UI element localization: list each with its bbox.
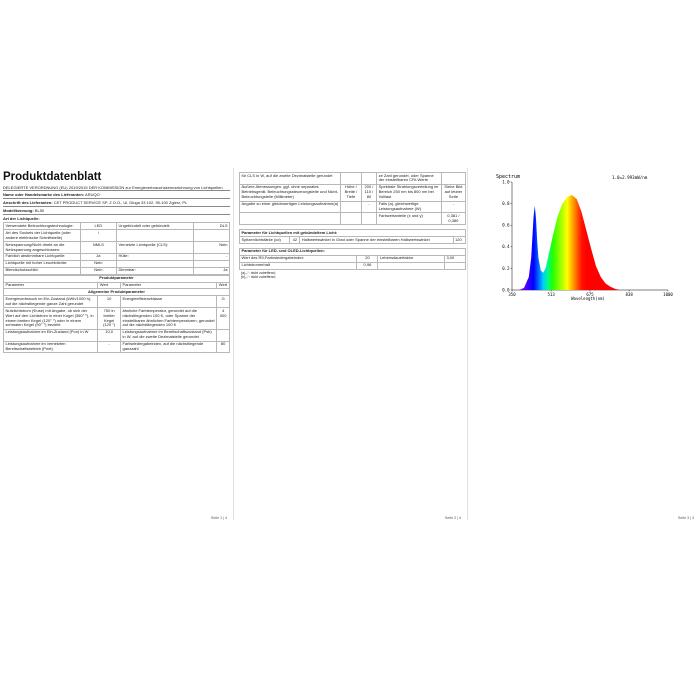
page-1 <box>0 168 233 520</box>
table-cell: Hülle: <box>116 253 193 260</box>
x-tick-label: 1000 <box>663 292 673 297</box>
x-tick-label: 675 <box>586 292 594 297</box>
table-cell: 120 <box>453 237 465 244</box>
table-cell: Äußere Abmessungen, ggf. ohne separates Betriebsgerät, Beleuchtungssteuerungsteile und Nicht-Beleuchtungsteile (Millimeter) <box>240 184 341 201</box>
table-cell: Lichtquelle mit hoher Leuchtdichte: <box>4 260 81 267</box>
table-row <box>4 329 230 341</box>
column-header: Parameter <box>121 282 217 289</box>
table-row <box>4 230 230 242</box>
table-cell: 0,381 / 0,380 <box>441 213 465 225</box>
table-cell: Blendschutzschild: <box>4 267 81 274</box>
table-cell <box>217 329 230 341</box>
table-cell <box>193 230 229 242</box>
address-line: Anschrift des Lieferanten: CET PRODUCT SERVICE SP. Z O.O., Ul. Dluga 33 102, 95-100 Zgierz, PL <box>3 200 188 206</box>
directed-header: Parameter für Lichtquellen mit gebündeltem Licht: <box>240 230 466 237</box>
table-row <box>4 242 230 254</box>
table-cell: Siehe Bild auf letzter Seite <box>441 184 465 201</box>
table-row <box>4 223 230 230</box>
general-params-header: Allgemeine Produktparameter <box>4 289 230 296</box>
brand-line: Name oder Handelsmarke des Lieferanten: ARUQO <box>3 192 100 198</box>
table-cell <box>441 173 465 185</box>
table-cell: / <box>80 230 116 242</box>
table-cell <box>361 213 376 225</box>
table-cell: Ja <box>193 267 229 274</box>
table-cell: 3,00 <box>444 255 465 262</box>
table-cell: Farbwertanteile (x und y) <box>377 213 442 225</box>
table-row <box>240 213 466 225</box>
table-cell: Lebensdauerfaktor <box>378 255 445 262</box>
x-tick-label: 350 <box>508 292 516 297</box>
table-cell: 20 <box>357 255 378 262</box>
table-cell <box>240 213 341 225</box>
type-label: Art der Lichtquelle: <box>3 216 40 222</box>
table-row <box>240 201 466 213</box>
table-row <box>240 184 466 201</box>
table-cell: Falls (a), gleichwertige Leistungsaufnahme (W) <box>377 201 442 213</box>
table-cell <box>193 260 229 267</box>
table-row <box>240 173 466 185</box>
table-cell: Verwendete Beleuchtungstechnologie: <box>4 223 81 230</box>
column-header: Wert <box>217 282 230 289</box>
table-row <box>4 296 230 308</box>
x-tick-label: 838 <box>625 292 633 297</box>
table-cell: Vernetzte Lichtquelle (CLS): <box>116 242 193 254</box>
table-cell: Leistungsaufnahme im vernetzten Bereitschaftsbetrieb (Pnet) <box>4 341 98 353</box>
chart-title: Spectrum <box>496 174 521 180</box>
spectrum-chart <box>494 170 680 304</box>
table-cell: Energieverbrauch im Ein-Zustand (kWh/1000 h), auf die nächstliegende ganze Zahl gerundet <box>4 296 98 308</box>
y-tick-label: 0.0 <box>502 287 510 293</box>
table-cell: 10 <box>98 296 121 308</box>
table-cell: ze Zahl gerundet, oder Spanne der einstellbaren CRI-Werte <box>377 173 442 185</box>
table-cell: Art des Sockels der Lichtquelle (oder andere elektrische Schnittstelle) <box>4 230 81 242</box>
table-row <box>4 308 230 330</box>
table-cell: Dimmbar: <box>116 267 193 274</box>
table-cell <box>378 262 445 269</box>
table-cell: Nutzlichtstrom (Φuse) mit Angabe, ob sich der Wert auf den Lichtstrom in einer Kugel (360° ⁰), in einem breiten Kegel (120° ⁰) oder in einem schmalen Kegel (90° ⁰) bezieht <box>4 308 98 330</box>
model-line: Modellkennung: BL50 <box>3 208 45 214</box>
table-cell: G <box>217 296 230 308</box>
table-cell: 10,0 <box>98 329 121 341</box>
table-row <box>4 267 230 274</box>
table-cell: 750 in breiter Kegel (120 °) <box>98 308 121 330</box>
table-cell: Nein <box>80 260 116 267</box>
table-cell <box>116 260 193 267</box>
table-row <box>240 255 466 262</box>
table-cell <box>340 213 361 225</box>
table-cell: 80 <box>217 341 230 353</box>
table-cell: Ungebündelt oder gebündelt: <box>116 223 193 230</box>
table-cell: Spektrale Strahlungsverteilung im Bereich 250 nm bis 800 nm bei Volllast <box>377 184 442 201</box>
table-cell: - <box>361 201 376 213</box>
y-tick-label: 0.6 <box>502 222 510 228</box>
table-cell: Energieeffizienzklasse <box>121 296 217 308</box>
table-row <box>240 237 466 244</box>
dimensions-table <box>239 172 466 225</box>
light-source-type-table <box>3 222 230 274</box>
footnote-b: (b)„-“: nicht zutreffend; <box>241 274 276 279</box>
column-header: Parameter <box>4 282 98 289</box>
table-cell: ähnliche Farbtemperatur, gerundet auf die nächstliegenden 100 K, oder Spanne der einstellbaren ähnlichen Farbtemperaturen, gerundet auf die nächstliegenden 100 K <box>121 308 217 330</box>
y-tick-label: 0.4 <box>502 244 510 250</box>
chart-annotation: 1.0=2.993mW/nm <box>612 175 648 180</box>
table-row <box>4 341 230 353</box>
table-row <box>4 253 230 260</box>
table-cell <box>116 230 193 242</box>
spectrum-area <box>519 195 620 290</box>
directed-light-table <box>239 229 466 244</box>
table-cell: Nein <box>80 267 116 274</box>
table-cell: 0,96 <box>357 262 378 269</box>
page-number: Seite 1 | 4 <box>210 516 227 520</box>
y-tick-label: 1.0 <box>502 179 510 185</box>
table-cell: - <box>441 201 465 213</box>
table-cell: Farblich abstimmbare Lichtquelle: <box>4 253 81 260</box>
x-tick-label: 513 <box>547 292 555 297</box>
page-2 <box>235 168 467 520</box>
table-cell: Farbwiedergabeindex, auf die nächstliegende ganzzahl <box>121 341 217 353</box>
table-row <box>4 260 230 267</box>
y-tick-label: 0.8 <box>502 201 510 206</box>
table-cell: Spitzenlichtstärke (cd) <box>240 237 290 244</box>
x-axis-label: Wavelength(nm) <box>571 296 605 301</box>
table-cell <box>340 201 361 213</box>
table-cell: NMLS <box>80 242 116 254</box>
y-tick-label: 0.2 <box>502 265 510 271</box>
table-cell: Netzspannung/Nicht direkt an die Netzspannung angeschlossen: <box>4 242 81 254</box>
table-cell <box>444 262 465 269</box>
led-parameters-table <box>239 248 466 270</box>
table-cell: 42 <box>290 237 300 244</box>
table-cell: Halbwertswinkel in Grad oder Spanne der einstellbaren Halbwertswinkel <box>300 237 453 244</box>
table-cell: - <box>98 341 121 353</box>
column-header: Wert <box>98 282 121 289</box>
table-cell: Leistungsaufnahme im Bereitschaftszustand (Psb) in W, auf die zweite Dezimalstelle gerundet <box>121 329 217 341</box>
table-cell: Leistungsaufnahme im Ein-Zustand (Pon) in W <box>4 329 98 341</box>
table-cell: DLS <box>193 223 229 230</box>
table-cell: Ja <box>80 253 116 260</box>
table-cell: 200 / 110 / 80 <box>361 184 376 201</box>
table-cell: für CLS in W, auf die zweite Dezimalstelle gerundet <box>240 173 341 185</box>
table-cell: Höhe / Breite / Tiefe <box>340 184 361 201</box>
table-row <box>240 262 466 269</box>
footnote-a: (a)„-“: nicht zutreffend; <box>241 270 276 275</box>
product-parameters-table <box>3 275 230 354</box>
table-cell: Wert des R9-Farbwiedergabeindex <box>240 255 357 262</box>
regulation-subtitle: DELEGIERTE VERORDNUNG (EU) 2019/2015 DER KOMMISSION zur Energieverbrauchskennzeichnung von Lichtquellen <box>3 185 223 190</box>
params-header: Produktparameter <box>4 275 230 282</box>
page-number: Seite 2 | 4 <box>444 516 461 520</box>
table-cell: LED <box>80 223 116 230</box>
page-title: Produktdatenblatt <box>3 171 102 183</box>
led-header: Parameter für LED- und OLED-Lichtquellen: <box>240 248 466 255</box>
table-cell <box>361 173 376 185</box>
table-cell: - <box>193 253 229 260</box>
table-cell: Angabe zu einer gleichwertigen Leistungsaufnahme(a) <box>240 201 341 213</box>
table-cell: Lichtstromerhalt <box>240 262 357 269</box>
table-cell: 4 000 <box>217 308 230 330</box>
table-cell: Nein <box>193 242 229 254</box>
page-number: Seite 3 | 4 <box>677 516 694 520</box>
table-cell <box>340 173 361 185</box>
